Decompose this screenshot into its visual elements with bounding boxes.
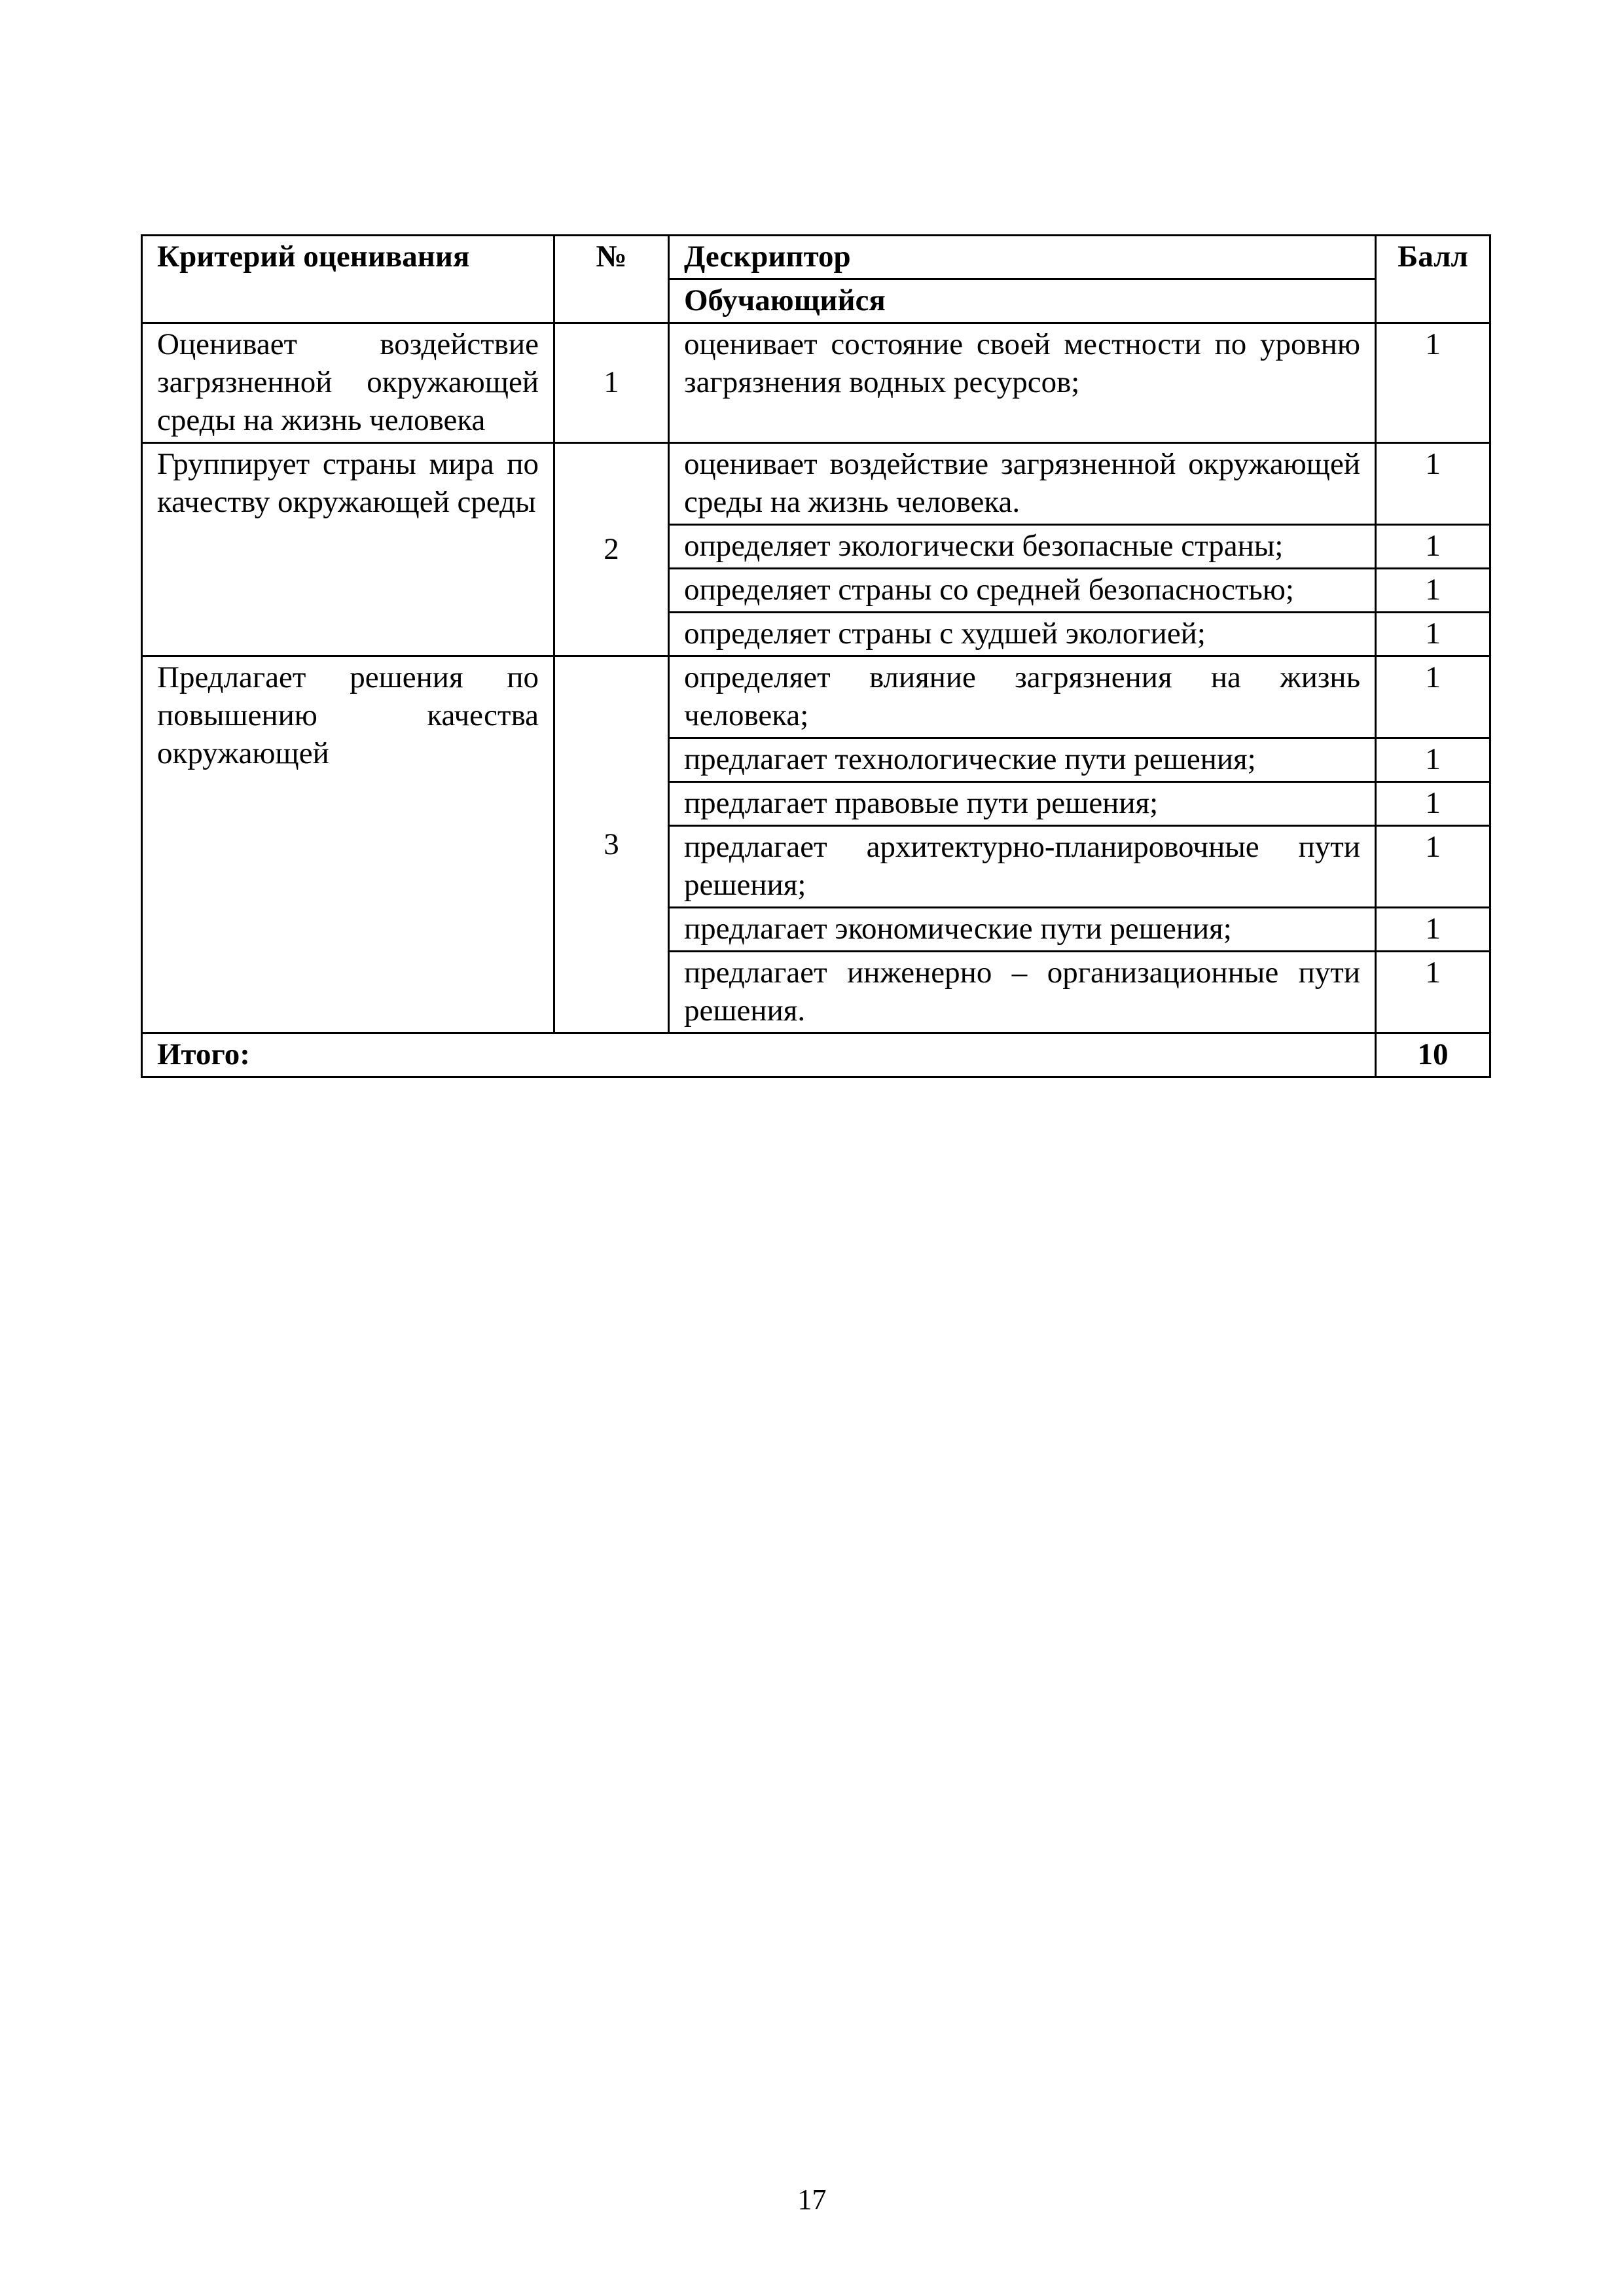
- criterion-number: 1: [554, 323, 669, 443]
- criterion-cell: Оценивает воздействие загрязненной окружающей среды на жизнь человека: [142, 323, 554, 443]
- score-cell: 1: [1376, 952, 1490, 1033]
- total-score: 10: [1376, 1033, 1490, 1077]
- score-cell: 1: [1376, 569, 1490, 613]
- page-number: 17: [797, 2183, 827, 2215]
- score-cell: 1: [1376, 656, 1490, 738]
- assessment-rubric-table: [141, 234, 1491, 1078]
- score-cell: 1: [1376, 908, 1490, 952]
- table-row: [142, 323, 1490, 443]
- score-cell: 1: [1376, 782, 1490, 826]
- descriptor-cell: предлагает архитектурно-планировочные пути решения;: [669, 826, 1376, 908]
- descriptor-cell: оценивает воздействие загрязненной окружающей среды на жизнь человека.: [669, 443, 1376, 525]
- score-cell: 1: [1376, 613, 1490, 656]
- descriptor-cell: оценивает состояние своей местности по уровню загрязнения водных ресурсов;: [669, 323, 1376, 443]
- descriptor-cell: предлагает инженерно – организационные пути решения.: [669, 952, 1376, 1033]
- total-row: [142, 1033, 1490, 1077]
- descriptor-cell: предлагает правовые пути решения;: [669, 782, 1376, 826]
- criterion-number: 2: [554, 443, 669, 656]
- criterion-cell: Группирует страны мира по качеству окружающей среды: [142, 443, 554, 656]
- header-row: [142, 236, 1490, 279]
- header-score: Балл: [1376, 236, 1490, 323]
- score-cell: 1: [1376, 443, 1490, 525]
- header-number: №: [554, 236, 669, 323]
- header-descriptor: Дескриптор: [669, 236, 1376, 279]
- criterion-cell: Предлагает решения по повышению качества окружающей: [142, 656, 554, 1033]
- descriptor-cell: предлагает технологические пути решения;: [669, 738, 1376, 782]
- score-cell: 1: [1376, 738, 1490, 782]
- descriptor-cell: предлагает экономические пути решения;: [669, 908, 1376, 952]
- header-learner: Обучающийся: [669, 279, 1376, 323]
- table-row: [142, 443, 1490, 525]
- score-cell: 1: [1376, 525, 1490, 569]
- descriptor-cell: определяет влияние загрязнения на жизнь человека;: [669, 656, 1376, 738]
- total-label: Итого:: [142, 1033, 1376, 1077]
- descriptor-cell: определяет экологически безопасные страны;: [669, 525, 1376, 569]
- descriptor-cell: определяет страны со средней безопасностью;: [669, 569, 1376, 613]
- criterion-number: 3: [554, 656, 669, 1033]
- descriptor-cell: определяет страны с худшей экологией;: [669, 613, 1376, 656]
- score-cell: 1: [1376, 323, 1490, 443]
- score-cell: 1: [1376, 826, 1490, 908]
- header-criterion: Критерий оценивания: [142, 236, 554, 323]
- table-row: [142, 656, 1490, 738]
